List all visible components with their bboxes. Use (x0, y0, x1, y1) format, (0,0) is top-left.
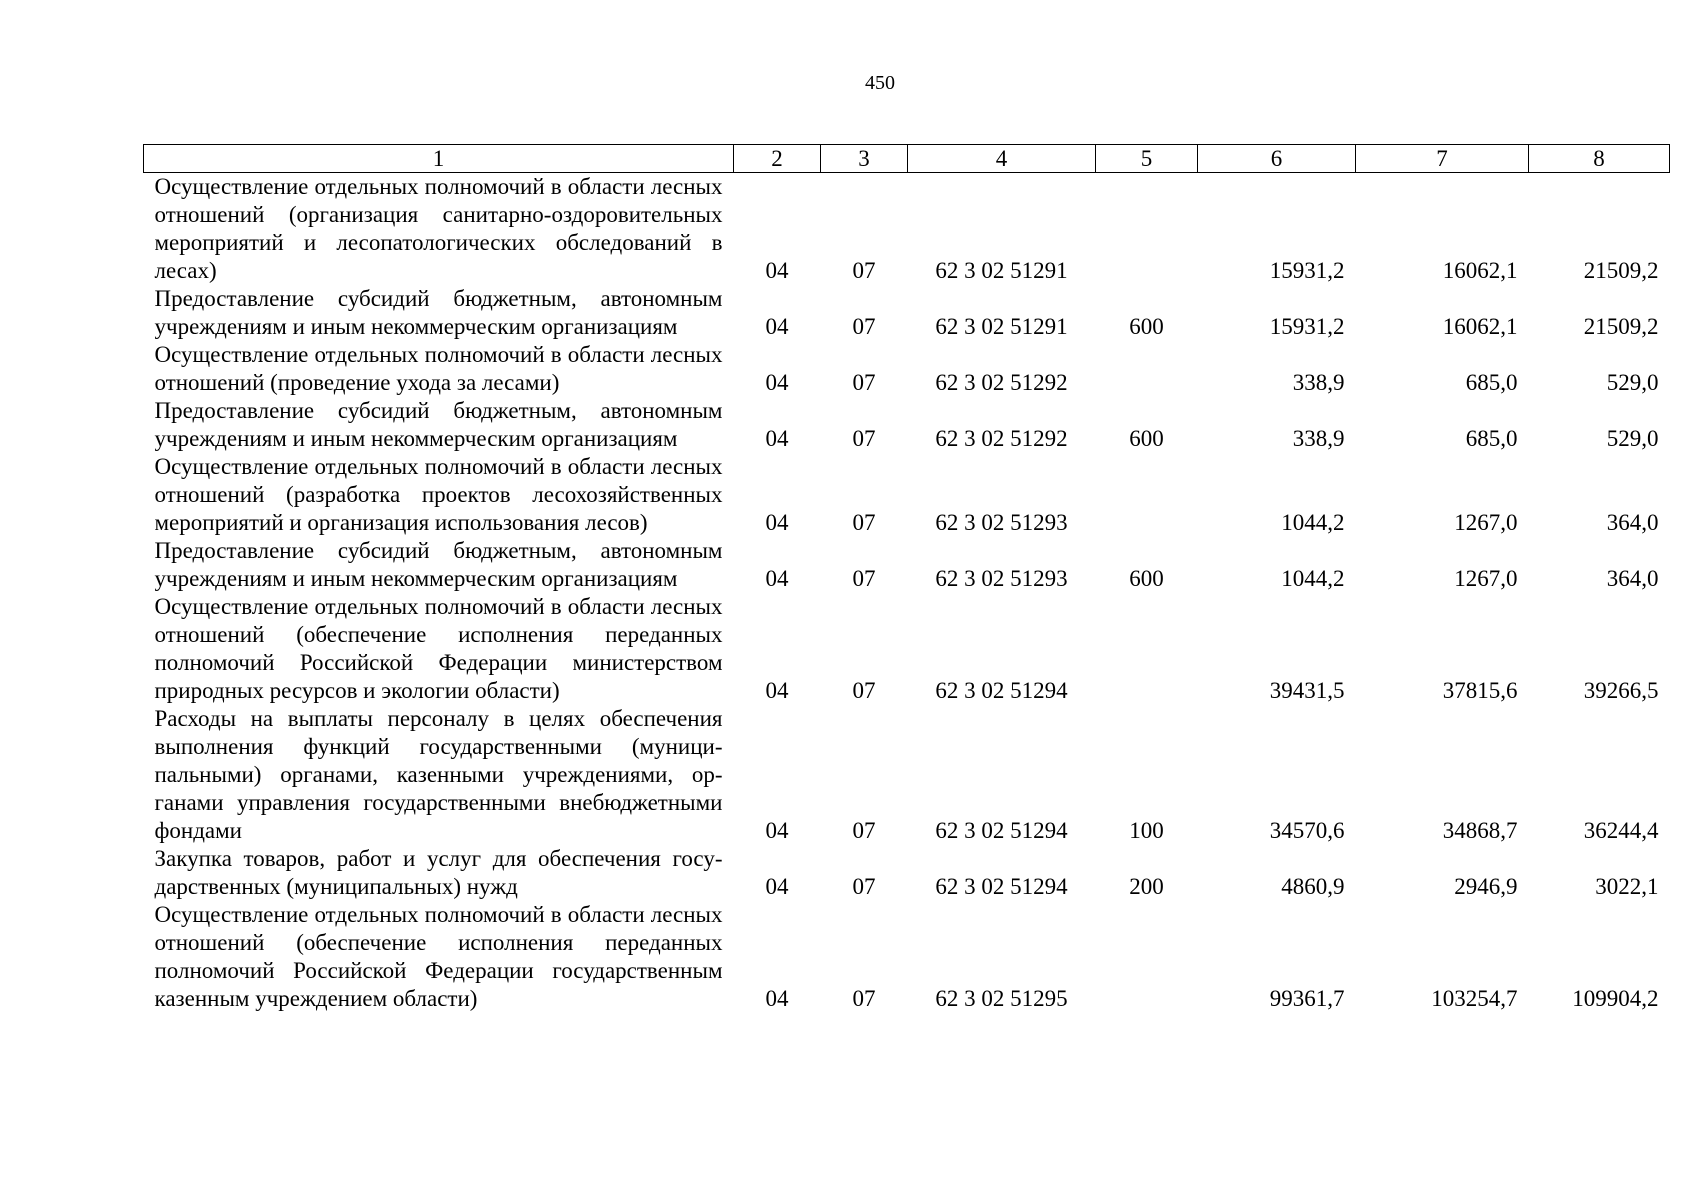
row-amount-col6: 99361,7 (1269, 986, 1345, 1011)
row-target-article: 62 3 02 51292 (935, 426, 1068, 451)
row-description: Осуществление отдельных полномочий в области лесных отношений (проведение ухода за лесами) (154, 342, 723, 395)
row-target-article: 62 3 02 51295 (935, 986, 1068, 1011)
row-amount-col6: 338,9 (1292, 370, 1345, 395)
row-section-code: 04 (765, 818, 789, 843)
row-amount-col6: 1044,2 (1281, 566, 1345, 591)
row-target-article: 62 3 02 51291 (935, 258, 1068, 283)
row-amount-col8: 529,0 (1606, 426, 1659, 451)
row-section-code: 04 (765, 510, 789, 535)
row-amount-col8: 109904,2 (1572, 986, 1659, 1011)
row-subsection-code: 07 (852, 678, 876, 703)
row-amount-col6: 4860,9 (1281, 874, 1345, 899)
header-cell-7: 7 (1356, 145, 1529, 173)
row-amount-col6: 39431,5 (1269, 678, 1345, 703)
row-amount-col7: 1267,0 (1454, 566, 1518, 591)
row-amount-col8: 364,0 (1606, 510, 1659, 535)
row-expense-type: 600 (1129, 314, 1164, 339)
row-amount-col6: 15931,2 (1269, 258, 1345, 283)
row-subsection-code: 07 (852, 426, 876, 451)
row-amount-col8: 529,0 (1606, 370, 1659, 395)
header-cell-4: 4 (908, 145, 1096, 173)
header-cell-3: 3 (821, 145, 908, 173)
table-row (144, 537, 1670, 593)
row-amount-col6: 1044,2 (1281, 510, 1345, 535)
table-row (144, 453, 1670, 537)
row-expense-type: 600 (1129, 566, 1164, 591)
row-amount-col6: 338,9 (1292, 426, 1345, 451)
row-target-article: 62 3 02 51294 (935, 818, 1068, 843)
budget-table (143, 144, 1670, 1013)
row-subsection-code: 07 (852, 314, 876, 339)
row-target-article: 62 3 02 51291 (935, 314, 1068, 339)
header-cell-6: 6 (1198, 145, 1356, 173)
row-description: Закупка товаров, работ и услуг для обеспечения государственных (муниципальных) нужд (154, 846, 723, 899)
table-row (144, 173, 1670, 286)
row-description: Предоставление субсидий бюджетным, автономным учреждениям и иным некоммерческим организациям (154, 538, 723, 591)
row-amount-col7: 685,0 (1465, 426, 1518, 451)
table-body (144, 173, 1670, 1014)
table-row (144, 285, 1670, 341)
row-expense-type: 200 (1129, 874, 1164, 899)
header-row (144, 145, 1670, 173)
table-row (144, 845, 1670, 901)
row-amount-col7: 685,0 (1465, 370, 1518, 395)
row-expense-type: 100 (1129, 818, 1164, 843)
table-row (144, 341, 1670, 397)
row-target-article: 62 3 02 51294 (935, 678, 1068, 703)
row-amount-col8: 364,0 (1606, 566, 1659, 591)
row-target-article: 62 3 02 51293 (935, 510, 1068, 535)
row-amount-col8: 21509,2 (1583, 314, 1659, 339)
row-section-code: 04 (765, 874, 789, 899)
table-row (144, 397, 1670, 453)
row-section-code: 04 (765, 986, 789, 1011)
row-amount-col8: 21509,2 (1583, 258, 1659, 283)
row-section-code: 04 (765, 258, 789, 283)
row-target-article: 62 3 02 51292 (935, 370, 1068, 395)
row-amount-col7: 2946,9 (1454, 874, 1518, 899)
row-description: Осуществление отдельных полномочий в области лесных отношений (обеспечение исполнения переданных полномочий Российской Федерации государственным казенным учреждением области) (154, 902, 723, 1011)
row-section-code: 04 (765, 426, 789, 451)
row-amount-col8: 39266,5 (1583, 678, 1659, 703)
row-amount-col7: 1267,0 (1454, 510, 1518, 535)
row-description: Расходы на выплаты персоналу в целях обеспечения выполнения функций государственными (муниципальными) органами, казенными учреждениями, органами управления государственными внебюджетными фондами (154, 706, 723, 843)
page-number: 450 (865, 72, 895, 94)
table-row (144, 705, 1670, 845)
row-amount-col7: 37815,6 (1442, 678, 1518, 703)
row-amount-col8: 36244,4 (1583, 818, 1659, 843)
row-target-article: 62 3 02 51294 (935, 874, 1068, 899)
row-description: Предоставление субсидий бюджетным, автономным учреждениям и иным некоммерческим организациям (154, 286, 723, 339)
row-subsection-code: 07 (852, 986, 876, 1011)
row-expense-type (1096, 901, 1198, 1013)
row-subsection-code: 07 (852, 370, 876, 395)
row-description: Осуществление отдельных полномочий в области лесных отношений (организация санитарно-оздоровительных мероприятий и лесопатологических обследований в лесах) (154, 174, 723, 283)
table-row (144, 593, 1670, 705)
row-expense-type (1096, 593, 1198, 705)
header-cell-2: 2 (734, 145, 821, 173)
row-section-code: 04 (765, 566, 789, 591)
table-row (144, 901, 1670, 1013)
row-amount-col6: 34570,6 (1269, 818, 1345, 843)
row-amount-col8: 3022,1 (1595, 874, 1659, 899)
row-description: Предоставление субсидий бюджетным, автономным учреждениям и иным некоммерческим организациям (154, 398, 723, 451)
row-subsection-code: 07 (852, 566, 876, 591)
table-header (144, 145, 1670, 173)
row-expense-type: 600 (1129, 426, 1164, 451)
row-subsection-code: 07 (852, 258, 876, 283)
row-section-code: 04 (765, 370, 789, 395)
row-description: Осуществление отдельных полномочий в области лесных отношений (обеспечение исполнения переданных полномочий Российской Федерации министерством природных ресурсов и экологии области) (154, 594, 723, 703)
row-target-article: 62 3 02 51293 (935, 566, 1068, 591)
row-section-code: 04 (765, 314, 789, 339)
row-amount-col7: 34868,7 (1442, 818, 1518, 843)
row-section-code: 04 (765, 678, 789, 703)
row-subsection-code: 07 (852, 874, 876, 899)
row-amount-col7: 103254,7 (1431, 986, 1518, 1011)
row-description: Осуществление отдельных полномочий в области лесных отношений (разработка проектов лесохозяйственных мероприятий и организация использования лесов) (154, 454, 723, 535)
row-expense-type (1096, 341, 1198, 397)
row-expense-type (1096, 173, 1198, 286)
row-amount-col7: 16062,1 (1442, 314, 1518, 339)
row-expense-type (1096, 453, 1198, 537)
row-subsection-code: 07 (852, 818, 876, 843)
row-amount-col7: 16062,1 (1442, 258, 1518, 283)
row-subsection-code: 07 (852, 510, 876, 535)
header-cell-1: 1 (144, 145, 734, 173)
header-cell-5: 5 (1096, 145, 1198, 173)
row-amount-col6: 15931,2 (1269, 314, 1345, 339)
header-cell-8: 8 (1529, 145, 1670, 173)
